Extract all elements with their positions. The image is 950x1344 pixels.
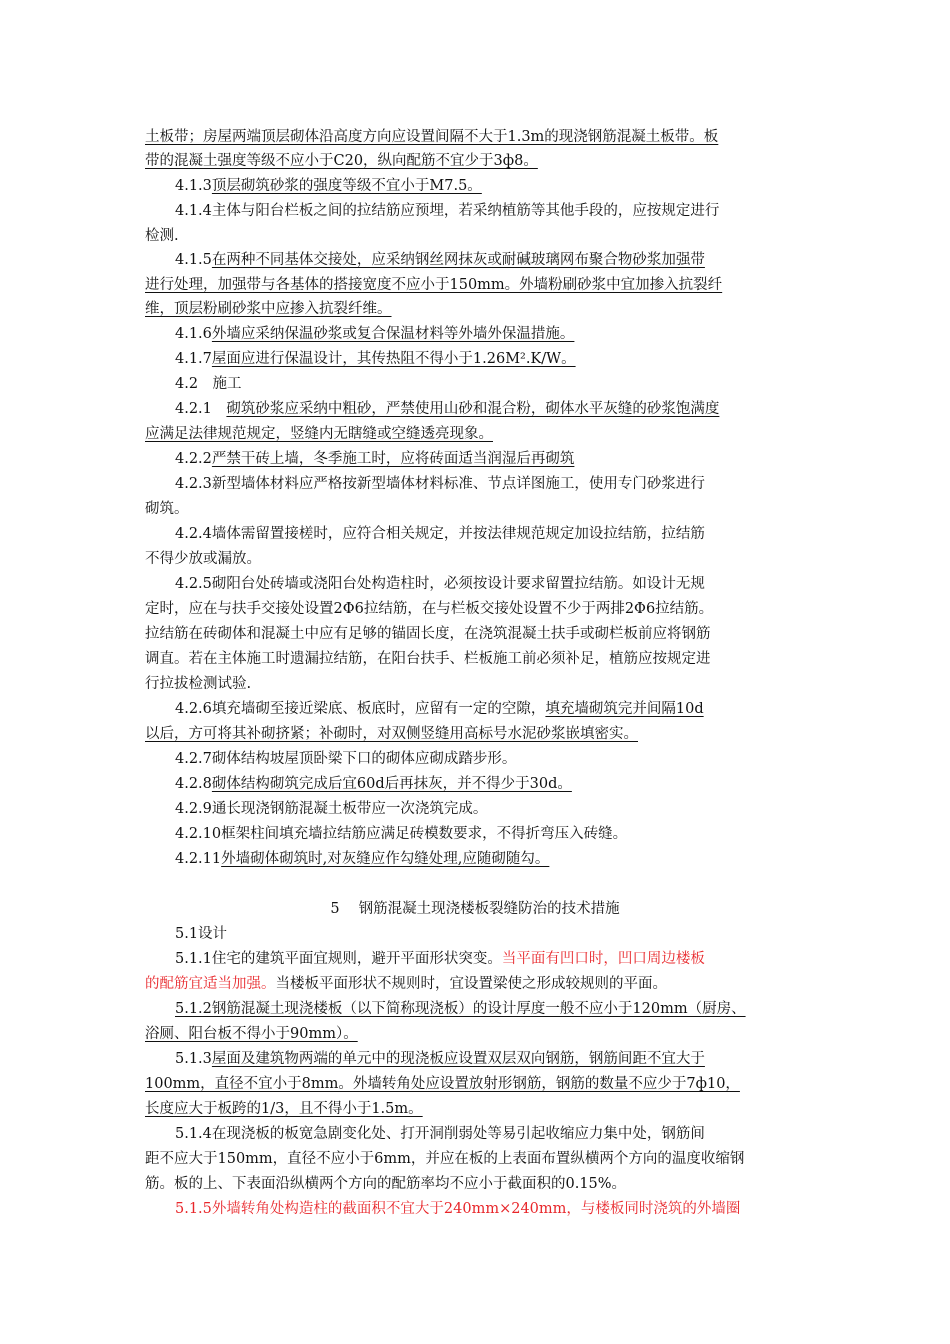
- text-line: 4.2.4墙体需留置接槎时，应符合相关规定，并按法律规范规定加设拉结筋，拉结筋: [175, 526, 705, 542]
- text-line: 浴厕、阳台板不得小于90mm）。: [145, 1026, 358, 1042]
- text-line: 距不应大于150mm，直径不应小于6mm，并应在板的上表面布置纵横两个方向的温度收缩钢: [145, 1151, 745, 1167]
- text-line: 4.2.1 砌筑砂浆应采纳中粗砂，严禁使用山砂和混合粉，砌体水平灰缝的砂浆饱满度: [175, 401, 720, 417]
- text-line: 土板带；房屋两端顶层砌体沿高度方向应设置间隔不大于1.3m的现浇钢筋混凝土板带。板: [145, 129, 719, 145]
- text-line: 不得少放或漏放。: [145, 551, 261, 567]
- text-line: 4.2.6填充墙砌至接近梁底、板底时，应留有一定的空隙，填充墙砌筑完并间隔10d: [175, 701, 704, 717]
- text-line: 定时，应在与扶手交接处设置2Φ6拉结筋，在与栏板交接处设置不少于两排2Φ6拉结筋。: [145, 601, 714, 617]
- text-line: 4.2.3新型墙体材料应严格按新型墙体材料标准、节点详图施工，使用专门砂浆进行: [175, 476, 705, 492]
- text-line: 4.1.5在两种不同基体交接处，应采纳钢丝网抹灰或耐碱玻璃网布聚合物砂浆加强带: [175, 252, 705, 268]
- text-line: 5.1.3屋面及建筑物两端的单元中的现浇板应设置双层双向钢筋，钢筋间距不宜大于: [175, 1051, 705, 1067]
- text-line: 4.2.10框架柱间填充墙拉结筋应满足砖模数要求，不得折弯压入砖缝。: [175, 826, 628, 842]
- text-line: 4.2.2严禁干砖上墙，冬季施工时，应将砖面适当润湿后再砌筑: [175, 451, 575, 467]
- text-line: 筋。板的上、下表面沿纵横两个方向的配筋率均不应小于截面积的0.15%。: [145, 1176, 627, 1192]
- section-heading: 5.1设计: [175, 926, 228, 942]
- text-line: 应满足法律规范规定，竖缝内无瞎缝或空缝透亮现象。: [145, 426, 493, 442]
- text-line: 4.1.4主体与阳台栏板之间的拉结筋应预埋，若采纳植筋等其他手段的，应按规定进行: [175, 203, 720, 219]
- text-line: 100mm，直径不宜小于8mm。外墙转角处应设置放射形钢筋，钢筋的数量不应少于7ф10，: [145, 1076, 740, 1092]
- text-line: 拉结筋在砖砌体和混凝土中应有足够的锚固长度，在浇筑混凝土扶手或砌栏板前应将钢筋: [145, 626, 711, 642]
- text-line: 4.2.9通长现浇钢筋混凝土板带应一次浇筑完成。: [175, 801, 488, 817]
- text-line: 的配筋宜适当加强。当楼板平面形状不规则时，宜设置梁使之形成较规则的平面。: [145, 976, 667, 992]
- text-line: 4.1.7屋面应进行保温设计，其传热阻不得小于1.26M².K/W。: [175, 351, 576, 367]
- text-line: 行拉拔检测试验.: [145, 676, 252, 692]
- section-heading: 4.2 施工: [175, 376, 242, 392]
- text-line: 4.1.6外墙应采纳保温砂浆或复合保温材料等外墙外保温措施。: [175, 326, 575, 342]
- text-line: 维，顶层粉刷砂浆中应掺入抗裂纤维。: [145, 301, 392, 317]
- text-line: 以后，方可将其补砌挤紧；补砌时，对双侧竖缝用高标号水泥砂浆嵌填密实。: [145, 726, 638, 742]
- text-line: 砌筑。: [145, 501, 189, 517]
- text-line: 5.1.2钢筋混凝土现浇楼板（以下简称现浇板）的设计厚度一般不应小于120mm（厨房、: [175, 1001, 746, 1017]
- text-line: 调直。若在主体施工时遗漏拉结筋，在阳台扶手、栏板施工前必须补足，植筋应按规定进: [145, 651, 711, 667]
- chapter-title: 5 钢筋混凝土现浇楼板裂缝防治的技术措施: [330, 901, 620, 917]
- text-line: 进行处理，加强带与各基体的搭接宽度不应小于150mm。外墙粉刷砂浆中宜加掺入抗裂纤: [145, 277, 723, 293]
- text-line: 5.1.1住宅的建筑平面宜规则，避开平面形状突变。当平面有凹口时，凹口周边楼板: [175, 951, 705, 967]
- text-line: 检测.: [145, 228, 179, 244]
- text-line: 5.1.5外墙转角处构造柱的截面积不宜大于240mm×240mm，与楼板同时浇筑的外墙圈: [175, 1201, 741, 1217]
- text-line: 4.2.5砌阳台处砖墙或浇阳台处构造柱时，必须按设计要求留置拉结筋。如设计无规: [175, 576, 705, 592]
- text-line: 4.2.11外墙砌体砌筑时,对灰缝应作勾缝处理,应随砌随勾。: [175, 851, 550, 867]
- text-line: 带的混凝土强度等级不应小于C20，纵向配筋不宜少于3ф8。: [145, 153, 538, 169]
- text-line: 4.2.8砌体结构砌筑完成后宜60d后再抹灰，并不得少于30d。: [175, 776, 572, 792]
- text-line: 5.1.4在现浇板的板宽急剧变化处、打开洞削弱处等易引起收缩应力集中处，钢筋间: [175, 1126, 705, 1142]
- text-line: 4.1.3顶层砌筑砂浆的强度等级不宜小于M7.5。: [175, 178, 482, 194]
- text-line: 4.2.7砌体结构坡屋顶卧梁下口的砌体应砌成踏步形。: [175, 751, 517, 767]
- text-line: 长度应大于板跨的1/3，且不得小于1.5m。: [145, 1101, 423, 1117]
